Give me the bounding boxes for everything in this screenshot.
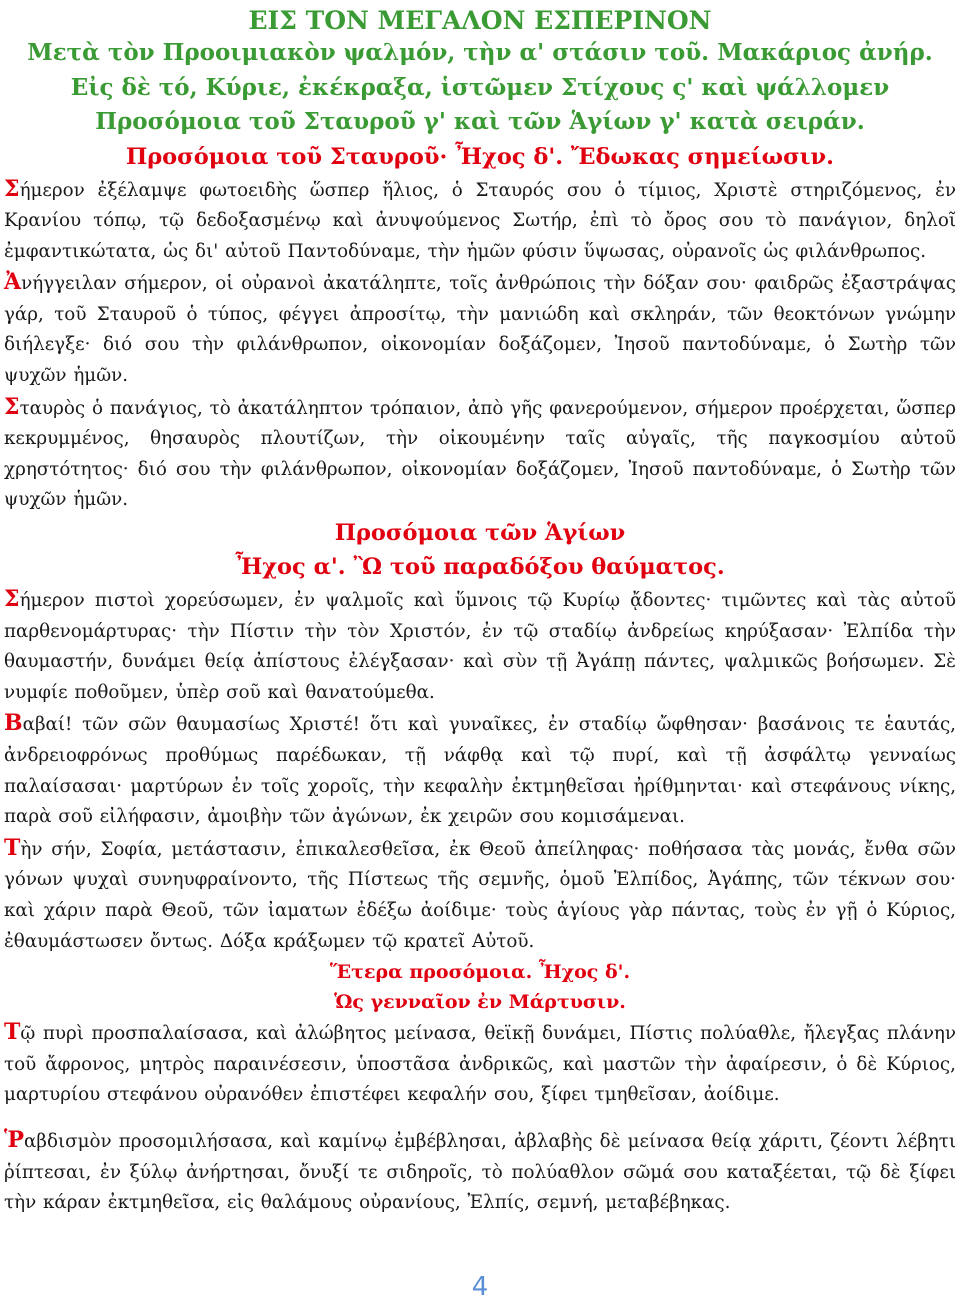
initial-letter: Τ <box>4 1019 21 1046</box>
page-number: 4 <box>471 1272 489 1302</box>
section-heading-cross: Προσόμοια τοῦ Σταυροῦ· Ἦχος δ'. Ἔδωκας σημείωσιν. <box>125 143 835 170</box>
hymn-paragraph <box>4 584 956 708</box>
hymn-text: ταυρὸς ὁ πανάγιος, τὸ ἀκατάληπτον τρόπαιον, ἀπὸ γῆς φανερούμενον, σήμερον προέρχεται, ὥσπερ κεκρυμμένος, θησαυρὸς πλουτίζων, τὴν οἰκουμένην ταῖς αὐγαῖς, τῆς παγκοσμίου αὐτοῦ χρηστότητος· διό σου τὴν φιλάνθρωπον, οἰκονομίαν δοξάζομεν, Ἰησοῦ παντοδύναμε, ὁ Σωτὴρ τῶν ψυχῶν ἡμῶν. <box>4 397 956 511</box>
section-cross-hymns <box>4 174 956 517</box>
hymn-paragraph <box>4 833 956 957</box>
hymn-text: ῷ πυρὶ προσπαλαίσασα, καὶ ἀλώβητος μείνασα, θεϊκῇ δυνάμει, Πίστις πολύαθλε, ἤλεγξας πλάνην τοῦ ἄφρονος, μητρὸς παραινέσεσιν, ὑποστᾶσα ἀνδρικῶς, καὶ μαστῶν τὴν ἀφαίρεσιν, ὁ δὲ Κύριος, μαρτυρίου στεφάνου οὐρανόθεν ἐπιστέφει κεφαλήν σου, ξίφει τμηθεῖσαν, ἀοίδιμε. <box>4 1023 956 1106</box>
hymn-paragraph <box>4 1125 956 1219</box>
hymn-paragraph <box>4 1017 956 1111</box>
section-saints-hymns <box>4 584 956 957</box>
hymn-text: ήμερον ἐξέλαμψε φωτοειδὴς ὥσπερ ἥλιος, ὁ Σταυρός σου ὁ τίμιος, Χριστὲ στηριζόμενος, ἐν Κρανίου τόπῳ, τῷ δεδοξασμένῳ καὶ ἀνυψούμενος Σωτήρ, ἐπὶ τὸ ὄρος σου τὸ πανάγιον, δηλοῖ ἐμφαντικώτατα, ὡς δι' αὐτοῦ Παντοδύναμε, τὴν ἡμῶν φύσιν ὕψωσας, οὐρανοῖς ὡς φιλάνθρωπος. <box>4 179 956 262</box>
section-heading-other: Ἕτερα προσόμοια. Ἦχος δ'. <box>329 961 631 984</box>
page-title: ΕΙΣ ΤΟΝ ΜΕΓΑΛΟΝ ΕΣΠΕΡΙΝΟΝ <box>248 6 712 35</box>
initial-letter: Ῥ <box>4 1126 25 1153</box>
paragraph-spacer <box>4 1111 956 1125</box>
initial-letter: Σ <box>4 393 20 420</box>
hymn-text: ήμερον πιστοὶ χορεύσωμεν, ἐν ψαλμοῖς καὶ ὕμνοις τῷ Κυρίῳ ᾄδοντες· τιμῶντες καὶ τὰς αὐτοῦ παρθενομάρτυρας· τὴν Πίστιν τὴν τὸν Χριστόν, ἐν τῷ σταδίῳ ἀνδρείως κηρύξασαν· Ἐλπίδα τὴν θαυμαστήν, δυνάμει θείᾳ ἀπίστους ἐλέγξασαν· καὶ σὺν τῇ Ἀγάπῃ πάντες, ψαλμικῶς βοήσωμεν. Σὲ νυμφίε ποθοῦμεν, ὑπὲρ σοῦ καὶ θανατούμεθα. <box>4 590 956 703</box>
hymn-text: αβαί! τῶν σῶν θαυμασίως Χριστέ! ὅτι καὶ γυναῖκες, ἐν σταδίῳ ὤφθησαν· βασάνοις τε ἑαυτάς, ἀνδρειοφρόνως προθύμως παρέδωκαν, τῇ νάφθᾳ καὶ τῷ πυρί, καὶ τῇ ἀσφάλτῳ γενναίως παλαίσασαι· μαρτύρων ἐν τοῖς χοροῖς, τὴν κεφαλὴν ἐκτμηθεῖσαι ἠρίθμηνται· καὶ στεφάνους νίκης, παρὰ σοῦ εἰλήφασιν, ἀμοιβὴν τῶν ἀγώνων, ἐκ χειρῶν σου κομισάμεναι. <box>4 714 956 828</box>
hymn-text: ὴν σήν, Σοφία, μετάστασιν, ἐπικαλεσθεῖσα, ἐκ Θεοῦ ἀπείληφας· ποθήσασα τὰς μονάς, ἔνθα σῶν γόνων ψυχαὶ συνηυφραίνοντο, τῆς Πίστεως τῆς σεμνῆς, ὁμοῦ Ἐλπίδος, Ἀγάπης, τῶν τέκνων σου· καὶ χάριν παρὰ Θεοῦ, τῶν ἰαματων ἐδέξω ἀοίδιμε· τοὺς ἁγίους γὰρ πάντας, τοὺς ἐν γῇ ὁ Κύριος, ἐθαυμάστωσεν ὄντως. Δόξα κράξωμεν τῷ κρατεῖ Αὐτοῦ. <box>4 838 956 952</box>
rubric-instructions: Μετὰ τὸν Προοιμιακὸν ψαλμόν, τὴν α' στάσιν τοῦ. Μακάριος ἀνήρ. Εἰς δὲ τό, Κύριε, ἐκέκραξα, ἱστῶμεν Στίχους ς' καὶ ψάλλομεν Προσόμοια τοῦ Σταυροῦ γ' καὶ τῶν Ἁγίων γ' κατὰ σειράν. <box>27 39 933 135</box>
hymn-paragraph <box>4 174 956 268</box>
section-heading-saints-tone: Ἦχος α'. Ὢ τοῦ παραδόξου θαύματος. <box>235 554 725 581</box>
initial-letter: Σ <box>4 175 20 202</box>
hymn-paragraph <box>4 392 956 516</box>
initial-letter: Β <box>4 710 23 737</box>
hymn-text: νήγγειλαν σήμερον, οἱ οὐρανοὶ ἀκατάληπτε, τοῖς ἀνθρώποις τὴν δόξαν σου· φαιδρῶς ἐξαστράψας γάρ, τοῦ Σταυροῦ ὁ τύπος, φέγγει ἀπροσίτῳ, τὴν μανιώδη καὶ σκληράν, τῶν θεοκτόνων γνώμην διήλεγξε· διό σου τὴν φιλάνθρωπον, οἰκονομίαν δοξάζομεν, Ἰησοῦ παντοδύναμε, ὁ Σωτὴρ τῶν ψυχῶν ἡμῶν. <box>4 273 956 387</box>
initial-letter: Ἀ <box>4 269 22 296</box>
hymn-text: αβδισμὸν προσομιλήσασα, καὶ καμίνῳ ἐμβέβλησαι, ἀβλαβὴς δὲ μείνασα θείᾳ χάριτι, ζέοντι λέβητι ῥίπτεσαι, ἐν ξύλῳ ἀνήρτησαι, ὄνυξί τε σιδηροῖς, τὸ πολύαθλον σῶμά σου καταξέεται, τῷ δὲ ξίφει τὴν κάραν ἐκτμηθεῖσα, εἰς θαλάμους οὐρανίους, Ἐλπίς, σεμνή, μεταβέβηκας. <box>4 1130 956 1214</box>
hymn-paragraph <box>4 708 956 832</box>
section-other-hymns <box>4 1017 956 1219</box>
hymn-paragraph <box>4 267 956 391</box>
section-heading-saints: Προσόμοια τῶν Ἁγίων <box>334 520 626 547</box>
initial-letter: Τ <box>4 834 21 861</box>
section-heading-other-melody: Ὡς γενναῖον ἐν Μάρτυσιν. <box>334 991 626 1014</box>
initial-letter: Σ <box>4 586 20 613</box>
